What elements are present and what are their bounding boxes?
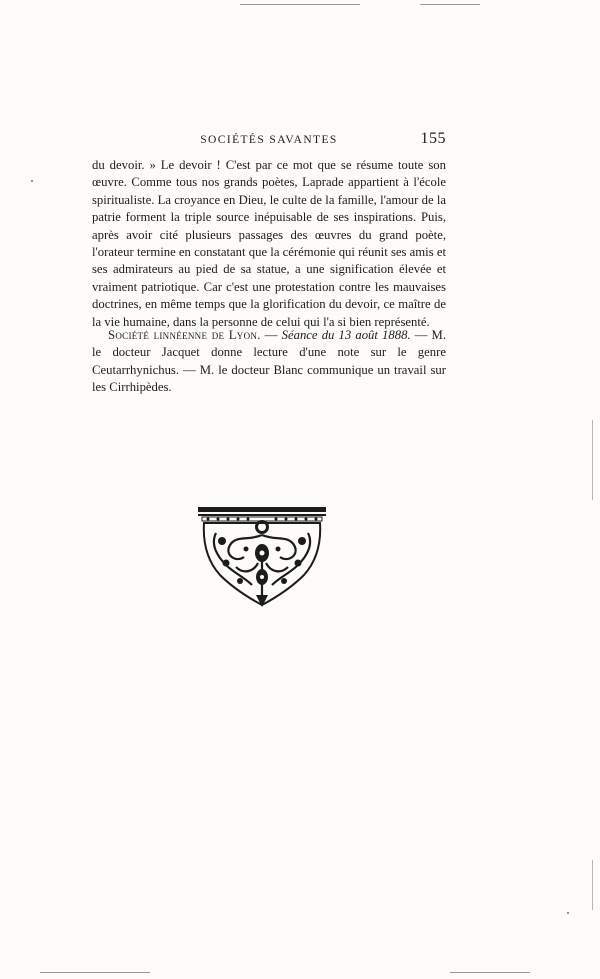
scan-edge-bottom: [40, 972, 150, 973]
scan-edge-top: [240, 4, 360, 5]
scan-speck: [31, 180, 33, 182]
session-report: — M. le docteur Jacquet donne lecture d'une note sur le genre Ceutarrhynichus. — M. le docteur Blanc communique un travail sur les Cirrhipèdes.: [92, 328, 447, 395]
scan-edge-right: [592, 420, 593, 500]
running-header: [92, 132, 446, 152]
scan-edge-bottom-right: [450, 972, 530, 973]
dash: —: [260, 328, 282, 342]
scan-edge-top-right: [420, 4, 480, 5]
scan-edge-right-lower: [592, 860, 593, 910]
paragraph-societe-linneenne: [92, 327, 446, 397]
running-title: SOCIÉTÉS SAVANTES: [200, 134, 338, 146]
decorative-cul-de-lampe-icon: [196, 505, 328, 609]
society-name: Société linnéenne de Lyon.: [108, 328, 261, 342]
paragraph-laprade: du devoir. » Le devoir ! C'est par ce mot que se résume toute son œuvre. Comme tous nos grands poètes, Laprade appartient à l'école spiritualiste. La croyance en Dieu, le culte de la famille, l'amour de la patrie forment la triple source inépuisable de ses inspirations. Puis, après avoir cité plusieurs passages des œuvres du grand poète, l'orateur termine en constatant que la cérémonie qui réunit ses amis et ses admirateurs au pied de sa statue, a une signification élevée et vraiment patriotique. Car c'est une protestation contre les mauvaises doctrines, en même temps que la glorification du devoir, ce maître de la vie humaine, dans la personne de celui qui l'a si bien représenté.: [92, 158, 446, 329]
page-number: 155: [420, 130, 446, 147]
scan-speck: [567, 912, 569, 914]
session-date: Séance du 13 août 1888.: [281, 328, 411, 342]
